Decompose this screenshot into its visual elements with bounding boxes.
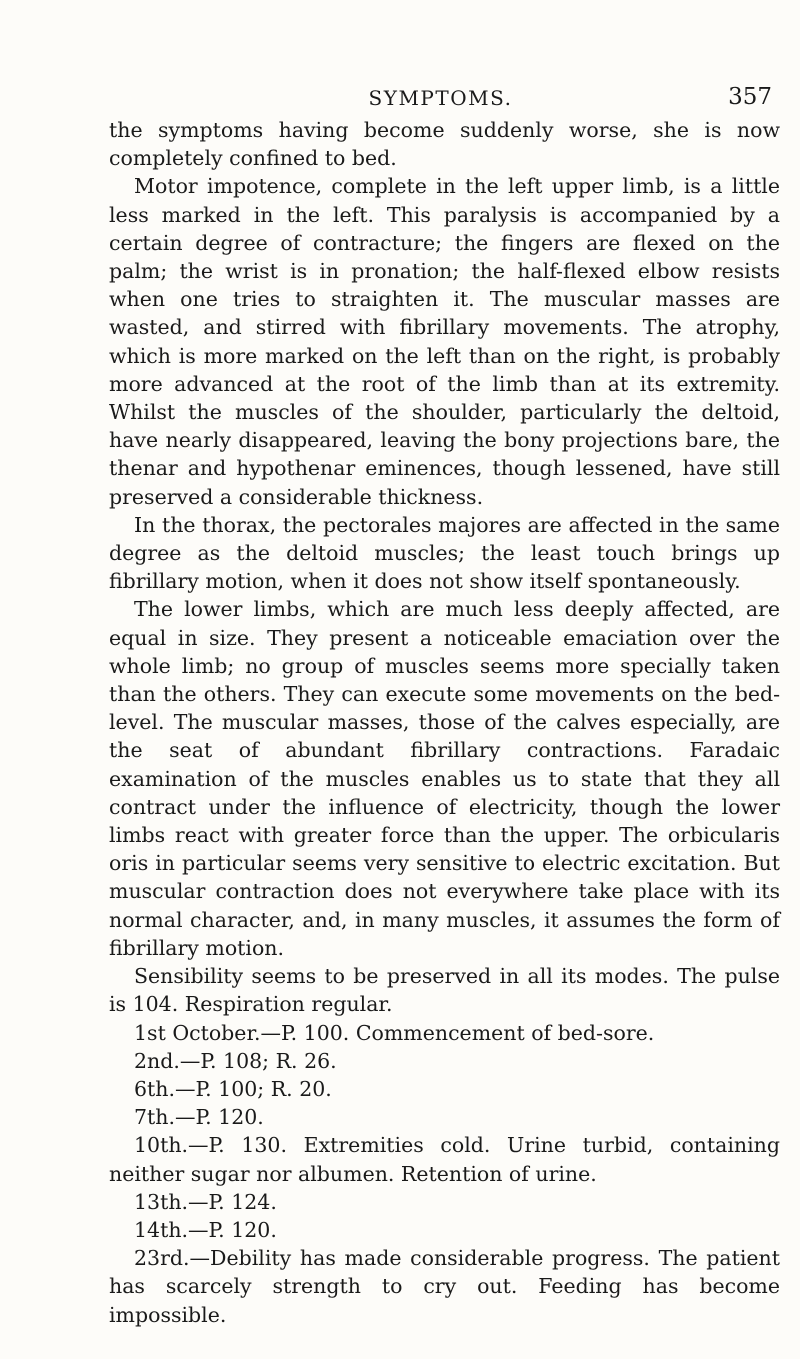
paragraph: 14th.—P. 120. <box>134 1217 277 1242</box>
paragraph: 13th.—P. 124. <box>134 1189 277 1214</box>
paragraph: the symptoms having become suddenly worse, she is now completely confined to bed. <box>109 118 780 171</box>
paragraph: Motor impotence, complete in the left upper limb, is a little less marked in the left. This paralysis is accompanied by a certain degree of contracture; the fingers are flexed on the palm; the wrist is in pronation; the half-flexed elbow resists when one tries to straighten it. The muscular masses are wasted, and stirred with fibrillary movements. The atrophy, which is more marked on the left than on the right, is probably more advanced at the root of the limb than at its extremity. Whilst the muscles of the shoulder, particularly the deltoid, have nearly disappeared, leaving the bony projections bare, the thenar and hypothenar eminences, though lessened, have still preserved a considerable thickness. <box>109 174 780 509</box>
body-text <box>109 116 780 1329</box>
paragraph: 7th.—P. 120. <box>134 1105 264 1130</box>
running-head: SYMPTOMS. <box>368 86 513 110</box>
paragraph: Sensibility seems to be preserved in all its modes. The pulse is 104. Respiration regular. <box>109 964 780 1017</box>
paragraph: 23rd.—Debility has made considerable progress. The patient has scarcely strength to cry out. Feeding has become impossible. <box>109 1246 780 1327</box>
paragraph: The lower limbs, which are much less deeply affected, are equal in size. They present a noticeable emaciation over the whole limb; no group of muscles seems more specially taken than the others. They can execute some movements on the bed-level. The muscular masses, those of the calves especially, are the seat of abundant fibrillary contractions. Faradaic examination of the muscles enables us to state that they all contract under the influence of electricity, though the lower limbs react with greater force than the upper. The orbicularis oris in particular seems very sensitive to electric excitation. But muscular contraction does not everywhere take place with its normal character, and, in many muscles, it assumes the form of fibrillary motion. <box>109 597 780 960</box>
paragraph: 6th.—P. 100; R. 20. <box>134 1076 332 1101</box>
paragraph: In the thorax, the pectorales majores are affected in the same degree as the deltoid muscles; the least touch brings up fibrillary motion, when it does not show itself spontaneously. <box>109 512 780 594</box>
paragraph: 10th.—P. 130. Extremities cold. Urine turbid, containing neither sugar nor albumen. Retention of urine. <box>109 1133 780 1186</box>
page-header <box>109 84 772 114</box>
paragraph: 1st October.—P. 100. Commencement of bed-sore. <box>134 1020 655 1045</box>
page-number: 357 <box>728 84 772 110</box>
paragraph: 2nd.—P. 108; R. 26. <box>134 1048 337 1073</box>
